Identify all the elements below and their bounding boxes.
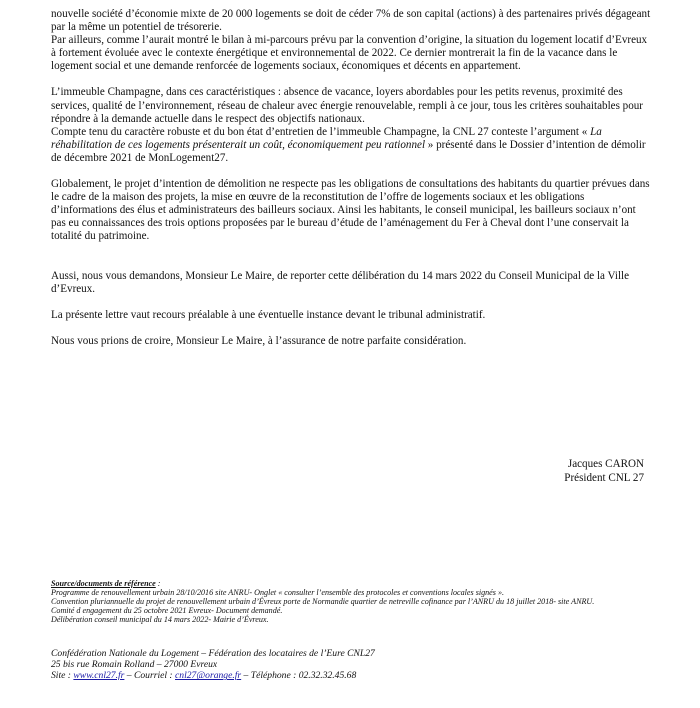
reference-item: Convention pluriannuelle du projet de renouvellement urbain d’Évreux porte de Normandie quartier de netreville cofinance par l’ANRU du 18 juillet 2018- site ANRU. xyxy=(51,597,595,607)
site-label: Site : xyxy=(51,670,74,682)
reference-item: Délibération conseil municipal du 14 mars 2022- Mairie d’Évreux. xyxy=(51,615,269,625)
phone-text: – Téléphone : 02.32.32.45.68 xyxy=(241,670,357,682)
paragraph-argument xyxy=(51,126,651,165)
paragraph-globalement: Globalement, le projet d’intention de démolition ne respecte pas les obligations de consultations des habitants du quartier prévues dans le cadre de la maison des projets, la mise en œuvre de la reconstitution de l’offre de logements sociaux et les obligations d’informations des élus et administrateurs des bailleurs sociaux. Ainsi les habitants, le conseil municipal, les bailleurs sociaux n’ont pas eu connaissances des trois options proposées par le bureau d’étude de l’aménagement du Fer à Cheval dont l’une conservait la totalité du patrimoine. xyxy=(51,178,650,243)
letter-footer xyxy=(51,648,651,682)
email-link[interactable]: cnl27@orange.fr xyxy=(175,670,242,682)
references-title-suffix: : xyxy=(155,579,161,588)
references-heading xyxy=(51,579,651,588)
references-section xyxy=(51,579,651,624)
paragraph-recours: La présente lettre vaut recours préalable à une éventuelle instance devant le tribunal administratif. xyxy=(51,308,486,321)
letter-body xyxy=(51,8,651,348)
argument-end: » présenté dans le Dossier d’intention de démolir de décembre 2021 de MonLogement27. xyxy=(51,138,646,164)
signatory-role: Président CNL 27 xyxy=(564,471,644,484)
paragraph-bilan: Par ailleurs, comme l’aurait montré le bilan à mi-parcours prévu par la convention d’origine, la situation du logement locatif d’Evreux à fortement évoluée avec le contexte énergétique et environnemental de 2022. Ce dernier montrerait la fin de la vacance dans le logement social et une demande renforcée de logements sociaux, économiques et décents en appartement. xyxy=(51,34,648,73)
paragraph-closing: Nous vous prions de croire, Monsieur Le Maire, à l’assurance de notre parfaite considération. xyxy=(51,334,467,347)
reference-item: Comité d engagement du 25 octobre 2021 Evreux- Document demandé. xyxy=(51,606,283,616)
mail-label: – Courriel : xyxy=(124,670,176,682)
paragraph-request: Aussi, nous vous demandons, Monsieur Le Maire, de reporter cette délibération du 14 mars 2022 du Conseil Municipal de la Ville d’Evreux. xyxy=(51,269,630,295)
paragraph-capital: nouvelle société d’économie mixte de 20 000 logements se doit de céder 7% de son capital (actions) à des partenaires privés dégageant par la même un potentiel de trésorerie. xyxy=(51,8,651,34)
argument-quote: La réhabilitation de ces logements présenterait un coût, économiquement peu rationnel xyxy=(51,125,602,151)
paragraph-immeuble-champagne: L’immeuble Champagne, dans ces caractéristiques : absence de vacance, loyers abordables pour les petits revenus, proximité des services, qualité de l’environnement, réseau de chaleur avec énergie renouvelable, rempli à ce jour, tous les critères souhaitables pour répondre à la demande actuelle dans le respect des objectifs nationaux. xyxy=(51,86,644,125)
references-title: Source/documents de référence xyxy=(51,579,156,588)
signatory-name: Jacques CARON xyxy=(567,458,644,470)
footer-address: 25 bis rue Romain Rolland – 27000 Evreux xyxy=(51,659,218,671)
argument-intro: Compte tenu du caractère robuste et du bon état d’entretien de l’immeuble Champagne, la CNL 27 conteste l’argument « xyxy=(51,125,591,138)
footer-contact xyxy=(51,670,651,681)
website-link[interactable]: www.cnl27.fr xyxy=(73,670,125,682)
footer-organisation: Confédération Nationale du Logement – Fédération des locataires de l’Eure CNL27 xyxy=(51,648,375,659)
signature-block xyxy=(564,458,644,485)
reference-item: Programme de renouvellement urbain 28/10/2016 site ANRU- Onglet « consulter l’ensemble des protocoles et conventions locales signés ». xyxy=(51,588,505,598)
